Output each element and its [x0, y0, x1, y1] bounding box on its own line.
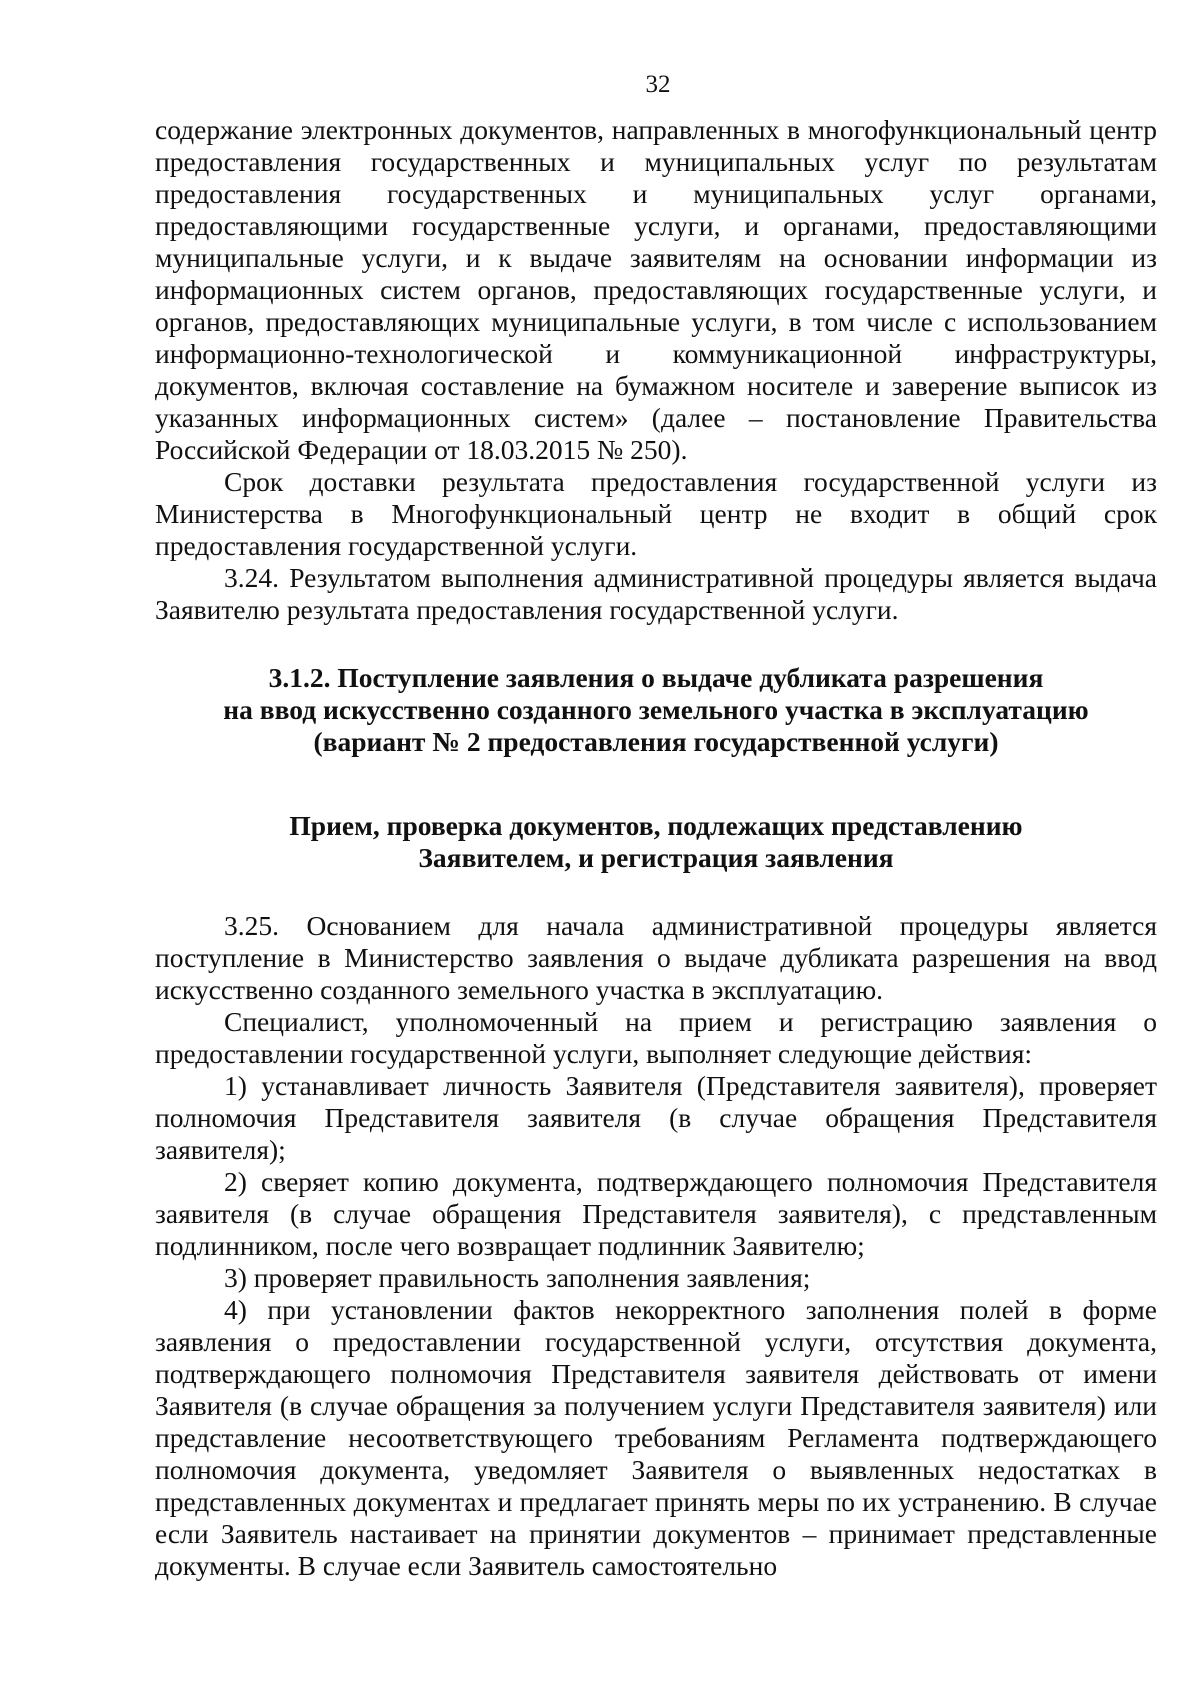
- paragraph-continued: содержание электронных документов, направленных в многофункциональный центр предоставления государственных и муниципальных услуг по результатам предоставления государственных и муниципальных услуг органами, предоставляющими государственные услуги, и органами, предоставляющими муниципальные услуги, и к выдаче заявителям на основании информации из информационных систем органов, предоставляющих государственные услуги, и органов, предоставляющих муниципальные услуги, в том числе с использованием информационно-технологической и коммуникационной инфраструктуры, документов, включая составление на бумажном носителе и заверение выписок из указанных информационных систем» (далее – постановление Правительства Российской Федерации от 18.03.2015 № 250).: [155, 114, 1157, 465]
- paragraph-delivery-term: Срок доставки результата предоставления государственной услуги из Министерства в Многофункциональный центр не входит в общий срок предоставления государственной услуги.: [155, 466, 1157, 561]
- subsection-heading-line-2: Заявителем, и регистрация заявления: [418, 842, 894, 873]
- list-item-1: 1) устанавливает личность Заявителя (Представителя заявителя), проверяет полномочия Представителя заявителя (в случае обращения Представителя заявителя);: [155, 1070, 1157, 1165]
- paragraph-3-24: 3.24. Результатом выполнения административной процедуры является выдача Заявителю результата предоставления государственной услуги.: [155, 562, 1157, 625]
- paragraph-specialist: Специалист, уполномоченный на прием и регистрацию заявления о предоставлении государственной услуги, выполняет следующие действия:: [155, 1006, 1157, 1069]
- section-heading-line-3: (вариант № 2 предоставления государственной услуги): [313, 726, 999, 757]
- list-item-4: 4) при установлении фактов некорректного заполнения полей в форме заявления о предоставлении государственной услуги, отсутствия документа, подтверждающего полномочия Представителя заявителя действовать от имени Заявителя (в случае обращения за получением услуги Представителя заявителя) или представление несоответствующего требованиям Регламента подтверждающего полномочия документа, уведомляет Заявителя о выявленных недостатках в представленных документах и предлагает принять меры по их устранению. В случае если Заявитель настаивает на принятии документов – принимает представленные документы. В случае если Заявитель самостоятельно: [155, 1294, 1157, 1581]
- list-item-2: 2) сверяет копию документа, подтверждающего полномочия Представителя заявителя (в случае обращения Представителя заявителя), с представленным подлинником, после чего возвращает подлинник Заявителю;: [155, 1166, 1157, 1261]
- section-heading-line-1: 3.1.2. Поступление заявления о выдаче дубликата разрешения: [268, 662, 1044, 693]
- subsection-heading-line-1: Прием, проверка документов, подлежащих представлению: [289, 810, 1023, 841]
- section-heading-line-2: на ввод искусственно созданного земельного участка в эксплуатацию: [223, 694, 1089, 725]
- list-item-3: 3) проверяет правильность заполнения заявления;: [224, 1262, 811, 1293]
- subsection-heading: [155, 810, 1157, 874]
- section-heading: [155, 662, 1157, 758]
- page-number: 32: [645, 71, 671, 98]
- paragraph-3-25: 3.25. Основанием для начала административной процедуры является поступление в Министерство заявления о выдаче дубликата разрешения на ввод искусственно созданного земельного участка в эксплуатацию.: [155, 910, 1157, 1005]
- document-body: [155, 114, 1157, 1582]
